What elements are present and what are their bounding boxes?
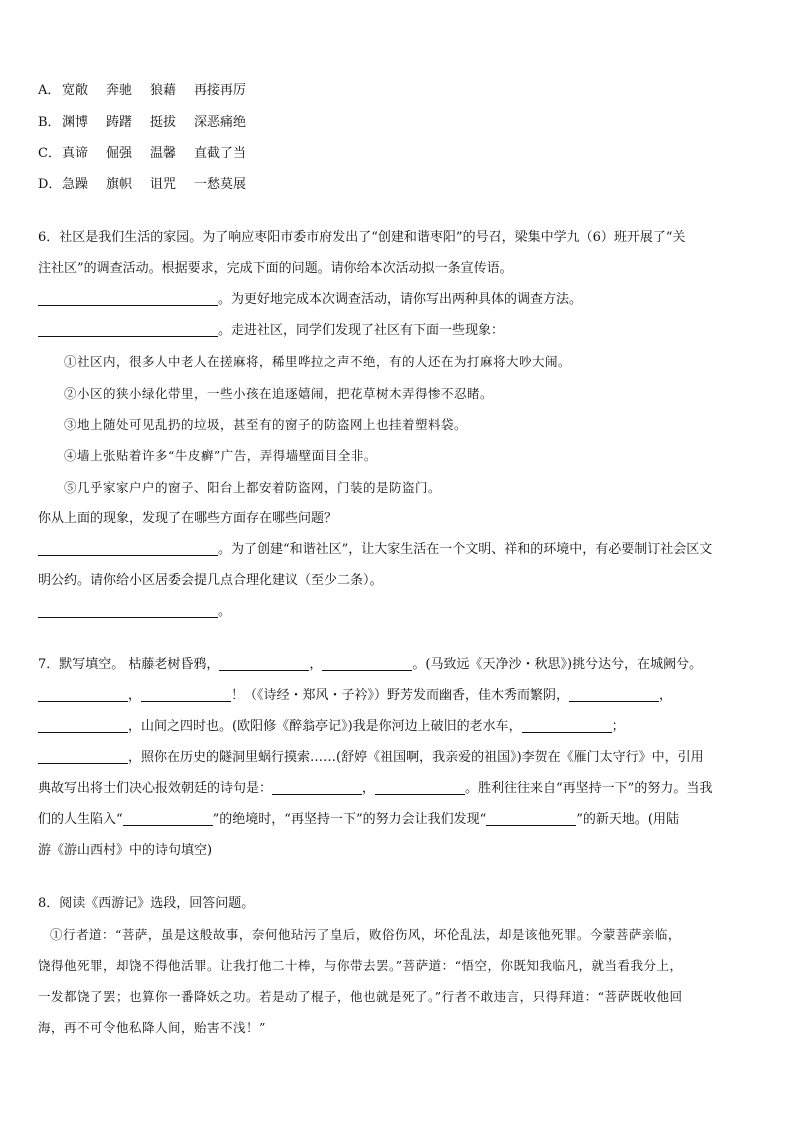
- q6-item-1: ①社区内，很多人中老人在搓麻将，稀里哗拉之声不绝，有的人还在为打麻将大吵大闹。: [64, 354, 572, 369]
- answer-blank[interactable]: [322, 656, 412, 671]
- answer-blank[interactable]: [123, 811, 213, 826]
- answer-blank[interactable]: [38, 541, 218, 556]
- answer-blank[interactable]: [38, 603, 218, 618]
- answer-blank[interactable]: [38, 322, 218, 337]
- q6-item-2: ②小区的狭小绿化带里，一些小孩在追逐嬉闹，把花草树木弄得惨不忍睹。: [64, 386, 494, 401]
- answer-blank[interactable]: [486, 811, 576, 826]
- answer-blank[interactable]: [272, 780, 362, 795]
- q7-line5: 典故写出将士们决心报效朝廷的诗句是： ， 。胜利往往来自“再坚持一下”的努力。当我: [38, 781, 713, 796]
- answer-blank[interactable]: [38, 687, 128, 702]
- q6-item-5: ⑤几乎家家户户的窗子、阳台上都安着防盗网，门装的是防盗门。: [64, 480, 442, 495]
- answer-blank[interactable]: [569, 687, 659, 702]
- q6-line7: 明公约。请你给小区居委会提几点合理化建议（至少二条）。: [38, 573, 383, 588]
- answer-blank[interactable]: [219, 656, 309, 671]
- q7-line3: ，山间之四时也。(欧阳修《醉翁亭记》)我是你河边上破旧的老水车， ；: [38, 717, 625, 737]
- q8-title: 8．阅读《西游记》选段，回答问题。: [38, 896, 255, 911]
- q7-line1: 7．默写填空。 枯藤老树昏鸦， ， 。(马致远《天净沙・秋思》)挑兮达兮，在城阙兮。: [38, 657, 703, 672]
- q8-paragraph-line3: 一发都饶了罢；也算你一番降妖之功。若是动了棍子，他也就是死了。”行者不敢违言，只得拜道：“菩萨既收他回: [38, 989, 683, 1004]
- q7-line2: ， ！（《诗经・郑风・子衿》）野芳发而幽香，佳木秀而繁阴， ，: [38, 686, 672, 706]
- q6-line8: 。: [38, 602, 231, 622]
- q6-line4: 。走进社区，同学们发现了社区有下面一些现象：: [38, 321, 504, 341]
- q7-line7: 游《游山西村》中的诗句填空): [38, 843, 213, 858]
- answer-blank[interactable]: [38, 749, 128, 764]
- q7-line6: 们的人生陷入“ ”的绝境时，“再坚持一下”的努力会让我们发现“ ”的新天地。(用陆: [38, 812, 679, 827]
- q8-paragraph-line1: ①行者道：“菩萨，虽是这般故事，奈何他玷污了皇后，败俗伤风，坏伦乱法，却是该他死罪。今蒙菩萨亲临，: [50, 927, 681, 942]
- q6-item-4: ④墙上张贴着许多“牛皮癣”广告，弄得墙壁面目全非。: [64, 448, 377, 463]
- option-b: B．渊博 踌躇 挺拔 深恶痛绝: [38, 115, 247, 130]
- q6-line3: 。为更好地完成本次调查活动，请你写出两种具体的调查方法。: [38, 290, 582, 310]
- q6-line6: 。为了创建“和谐社区”，让大家生活在一个文明、祥和的环境中，有必要制订社会区文: [38, 540, 712, 560]
- answer-blank[interactable]: [38, 291, 218, 306]
- q6-line1: 6．社区是我们生活的家园。为了响应枣阳市委市府发出了“创建和谐枣阳”的号召，梁集中学九（6）班开展了“关: [38, 230, 686, 245]
- q8-paragraph-line4: 海，再不可令他私降人间，贻害不浅！”: [38, 1020, 266, 1035]
- answer-blank[interactable]: [38, 718, 128, 733]
- answer-blank[interactable]: [141, 687, 231, 702]
- q6-line2: 注社区”的调查活动。根据要求，完成下面的问题。请你给本次活动拟一条宣传语。: [38, 261, 513, 276]
- answer-blank[interactable]: [522, 718, 612, 733]
- q7-line4: ，照你在历史的隧洞里蜗行摸索……(舒婷《祖国啊，我亲爱的祖国》)李贺在《雁门太守行》中，引用: [38, 748, 704, 768]
- q8-paragraph-line2: 饶得他死罪，却饶不得他活罪。让我打他二十棒，与你带去罢。”菩萨道：“悟空，你既知我临凡，就当看我分上，: [38, 958, 683, 973]
- option-a: A． 宽敞 奔驰 狼藉 再接再厉: [38, 83, 247, 98]
- q6-item-3: ③地上随处可见乱扔的垃圾，甚至有的窗子的防盗网上也挂着塑料袋。: [64, 417, 468, 432]
- answer-blank[interactable]: [375, 780, 465, 795]
- q6-line5: 你从上面的现象，发现了在哪些方面存在哪些问题？: [38, 511, 338, 526]
- option-d: D．急躁 旗帜 诅咒 一愁莫展: [38, 177, 247, 192]
- option-c: C．真谛 倔强 温馨 直截了当: [38, 146, 247, 161]
